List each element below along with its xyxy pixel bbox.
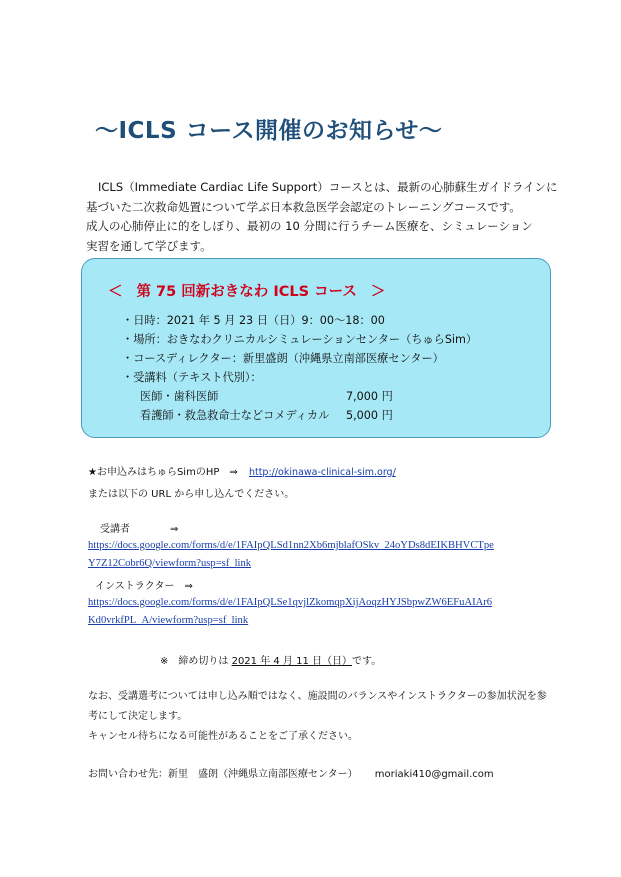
course-director: ・コースディレクター：新里盛朗（沖縄県立南部医療センター） <box>122 352 444 365</box>
course-info-box <box>81 258 551 438</box>
instructor-url-line <box>88 615 248 626</box>
instructor-label: インストラクター ⇒ <box>95 581 193 592</box>
homepage-link[interactable]: http://okinawa-clinical-sim.org/ <box>248 467 396 478</box>
close-bracket: ＞ <box>370 284 386 300</box>
fee-amount: 7,000 円 <box>346 390 393 403</box>
fee-label: 医師・歯科医師 <box>140 390 219 403</box>
deadline-suffix: です。 <box>352 656 382 667</box>
notes-line: 考にして決定します。 <box>88 711 188 722</box>
course-details <box>122 311 477 425</box>
participant-label: 受講者 ⇒ <box>100 524 179 535</box>
intro-line: ICLS（Immediate Cardiac Life Support）コースとは、最新の心肺蘇生ガイドラインに <box>98 180 558 194</box>
intro-paragraph <box>86 178 556 256</box>
course-date: ・日時：2021 年 5 月 23 日（日）9：00～18：00 <box>122 314 385 327</box>
fee-row <box>122 406 477 425</box>
contact-line <box>88 765 494 780</box>
notes-line: キャンセル待ちになる可能性があることをご了承ください。 <box>88 731 358 742</box>
deadline-date: 2021 年 4 月 11 日（日） <box>231 656 353 667</box>
apply-line-1 <box>88 463 396 478</box>
intro-line: 基づいた二次救命処置について学ぶ日本救急医学会認定のトレーニングコースです。 <box>86 199 521 214</box>
page-title: ～ICLS コース開催のお知らせ～ <box>95 118 443 144</box>
instructor-form-link-cont[interactable]: Kd0vrkfPL_A/viewform?usp=sf_link <box>88 615 249 626</box>
course-name: 第 75 回新おきなわ ICLS コース <box>136 284 357 300</box>
intro-line: 成人の心肺停止に的をしぼり、最初の 10 分間に行うチーム医療を、シミュレーション <box>86 219 533 234</box>
instructor-form-link[interactable]: https://docs.google.com/forms/d/e/1FAIpQLSe1qvjlZkomqpXijAoqzHYJSbpwZW6EFuAIAr6 <box>88 597 493 608</box>
fee-label: 看護師・救急救命士などコメディカル <box>140 409 330 422</box>
course-title <box>108 280 385 301</box>
participant-url-line <box>88 540 494 551</box>
deadline-note <box>160 652 381 667</box>
instructor-url-line <box>88 597 492 608</box>
contact-email[interactable]: moriaki410@gmail.com <box>374 769 494 780</box>
participant-form-link-cont[interactable]: Y7Z12Cobr6Q/viewform?usp=sf_link <box>88 558 252 569</box>
fee-heading: ・受講料（テキスト代別）： <box>122 371 262 384</box>
course-place: ・場所：おきなわクリニカルシミュレーションセンター（ちゅらSim） <box>122 333 478 346</box>
participant-form-link[interactable]: https://docs.google.com/forms/d/e/1FAIpQLSd1nn2Xb6mjblafOSkv_24oYDs8dEIKBHVCTpe <box>88 540 494 551</box>
contact-text: お問い合わせ先：新里 盛朗（沖縄県立南部医療センター） <box>88 769 358 780</box>
fee-amount: 5,000 円 <box>346 409 393 422</box>
participant-url-line <box>88 558 251 569</box>
apply-prefix: ★お申込みはちゅらSimのHP ⇒ <box>88 467 238 478</box>
fee-row <box>122 387 477 406</box>
apply-line-2: または以下の URL から申し込んでください。 <box>88 489 295 500</box>
open-bracket: ＜ <box>108 284 123 300</box>
notes-line: なお、受講選考については申し込み順ではなく、施設間のバランスやインストラクターの参加状況を参 <box>88 691 547 702</box>
deadline-prefix: ※ 締め切りは <box>160 656 229 667</box>
intro-line: 実習を通して学びます。 <box>86 238 212 253</box>
